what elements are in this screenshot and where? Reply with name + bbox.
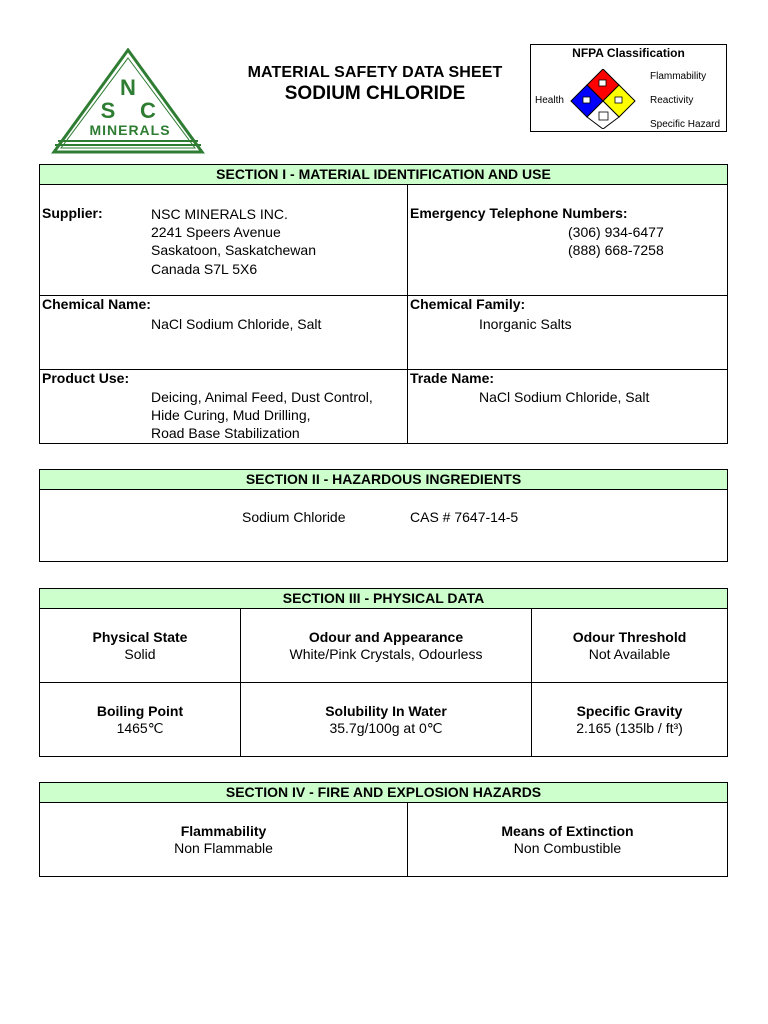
physical-state-label: Physical State (92, 629, 188, 645)
logo-letter-n: N (120, 75, 136, 100)
product-use-line: Road Base Stabilization (151, 425, 300, 441)
solubility-value: 35.7g/100g at 0℃ (329, 720, 443, 736)
odour-threshold-cell (531, 609, 727, 682)
physical-state-cell (40, 609, 240, 682)
logo-letter-c: C (140, 98, 156, 123)
trade-name-cell (407, 370, 727, 443)
section-2 (39, 469, 728, 562)
logo-letter-s: S (100, 98, 116, 123)
odour-threshold-label: Odour Threshold (572, 629, 687, 645)
section-1 (39, 164, 728, 444)
extinction-value: Non Combustible (513, 840, 622, 856)
ingredient-name: Sodium Chloride (242, 509, 346, 525)
chemical-name-label: Chemical Name: (42, 296, 151, 312)
solubility-label: Solubility In Water (325, 703, 447, 719)
chemical-row (40, 296, 727, 370)
nfpa-health-label: Health (535, 95, 564, 106)
phone-number: (888) 668-7258 (568, 242, 664, 258)
section-4-heading: SECTION IV - FIRE AND EXPLOSION HAZARDS (40, 783, 727, 803)
extinction-label: Means of Extinction (501, 823, 634, 839)
nfpa-specific-hazard-label: Specific Hazard (650, 119, 721, 130)
odour-label: Odour and Appearance (308, 629, 464, 645)
trade-name-label: Trade Name: (410, 370, 495, 386)
extinction-cell (407, 803, 727, 876)
product-use-label: Product Use: (42, 370, 130, 386)
chemical-name-value: NaCl Sodium Chloride, Salt (151, 316, 322, 332)
product-use-cell (40, 370, 407, 443)
document-title (220, 64, 530, 105)
supplier-cell (40, 185, 407, 295)
product-use-line: Hide Curing, Mud Drilling, (151, 407, 311, 423)
supplier-line: Canada S7L 5X6 (151, 261, 258, 277)
odour-threshold-value: Not Available (588, 646, 671, 662)
flammability-value: Non Flammable (174, 840, 273, 856)
supplier-label: Supplier: (42, 205, 103, 221)
ingredient-cas: CAS # 7647-14-5 (410, 509, 519, 525)
page-title: MATERIAL SAFETY DATA SHEET (247, 64, 503, 81)
specific-gravity-cell (531, 683, 727, 756)
supplier-line: Saskatoon, Saskatchewan (151, 242, 316, 258)
nfpa-flammability-label: Flammability (650, 71, 707, 82)
flammability-label: Flammability (180, 823, 267, 839)
section-3 (39, 588, 728, 757)
emergency-label: Emergency Telephone Numbers: (410, 205, 628, 221)
section-4 (39, 782, 728, 877)
chemical-family-cell (407, 296, 727, 369)
product-use-row (40, 370, 727, 443)
boiling-point-value: 1465℃ (116, 720, 164, 736)
emergency-cell (407, 185, 727, 295)
chemical-family-label: Chemical Family: (410, 296, 526, 312)
physical-state-value: Solid (124, 646, 156, 662)
nsc-minerals-logo (50, 48, 206, 158)
chemical-family-value: Inorganic Salts (479, 316, 572, 332)
product-use-line: Deicing, Animal Feed, Dust Control, (151, 389, 373, 405)
physical-data-row-2 (40, 683, 727, 756)
page-subtitle: SODIUM CHLORIDE (284, 83, 466, 104)
nfpa-reactivity-label: Reactivity (650, 95, 694, 106)
nfpa-diamond-icon (567, 69, 639, 129)
logo-word: MINERALS (89, 122, 171, 138)
nfpa-classification-box (530, 44, 727, 132)
boiling-point-cell (40, 683, 240, 756)
section-3-heading: SECTION III - PHYSICAL DATA (40, 589, 727, 609)
nfpa-title: NFPA Classification (572, 46, 685, 60)
supplier-row (40, 185, 727, 296)
solubility-cell (240, 683, 531, 756)
specific-gravity-label: Specific Gravity (576, 703, 683, 719)
section-2-heading: SECTION II - HAZARDOUS INGREDIENTS (40, 470, 727, 490)
supplier-line: 2241 Speers Avenue (151, 224, 281, 240)
specific-gravity-value: 2.165 (135lb / ft³) (576, 720, 683, 736)
physical-data-row-1 (40, 609, 727, 683)
trade-name-value: NaCl Sodium Chloride, Salt (479, 389, 650, 405)
section-1-heading: SECTION I - MATERIAL IDENTIFICATION AND USE (40, 165, 727, 185)
phone-number: (306) 934-6477 (568, 224, 664, 240)
chemical-name-cell (40, 296, 407, 369)
supplier-line: NSC MINERALS INC. (151, 206, 288, 222)
triangle-logo-icon (50, 48, 206, 158)
odour-value: White/Pink Crystals, Odourless (289, 646, 483, 662)
flammability-cell (40, 803, 407, 876)
fire-hazards-row (40, 803, 727, 876)
boiling-point-label: Boiling Point (96, 703, 184, 719)
odour-cell (240, 609, 531, 682)
